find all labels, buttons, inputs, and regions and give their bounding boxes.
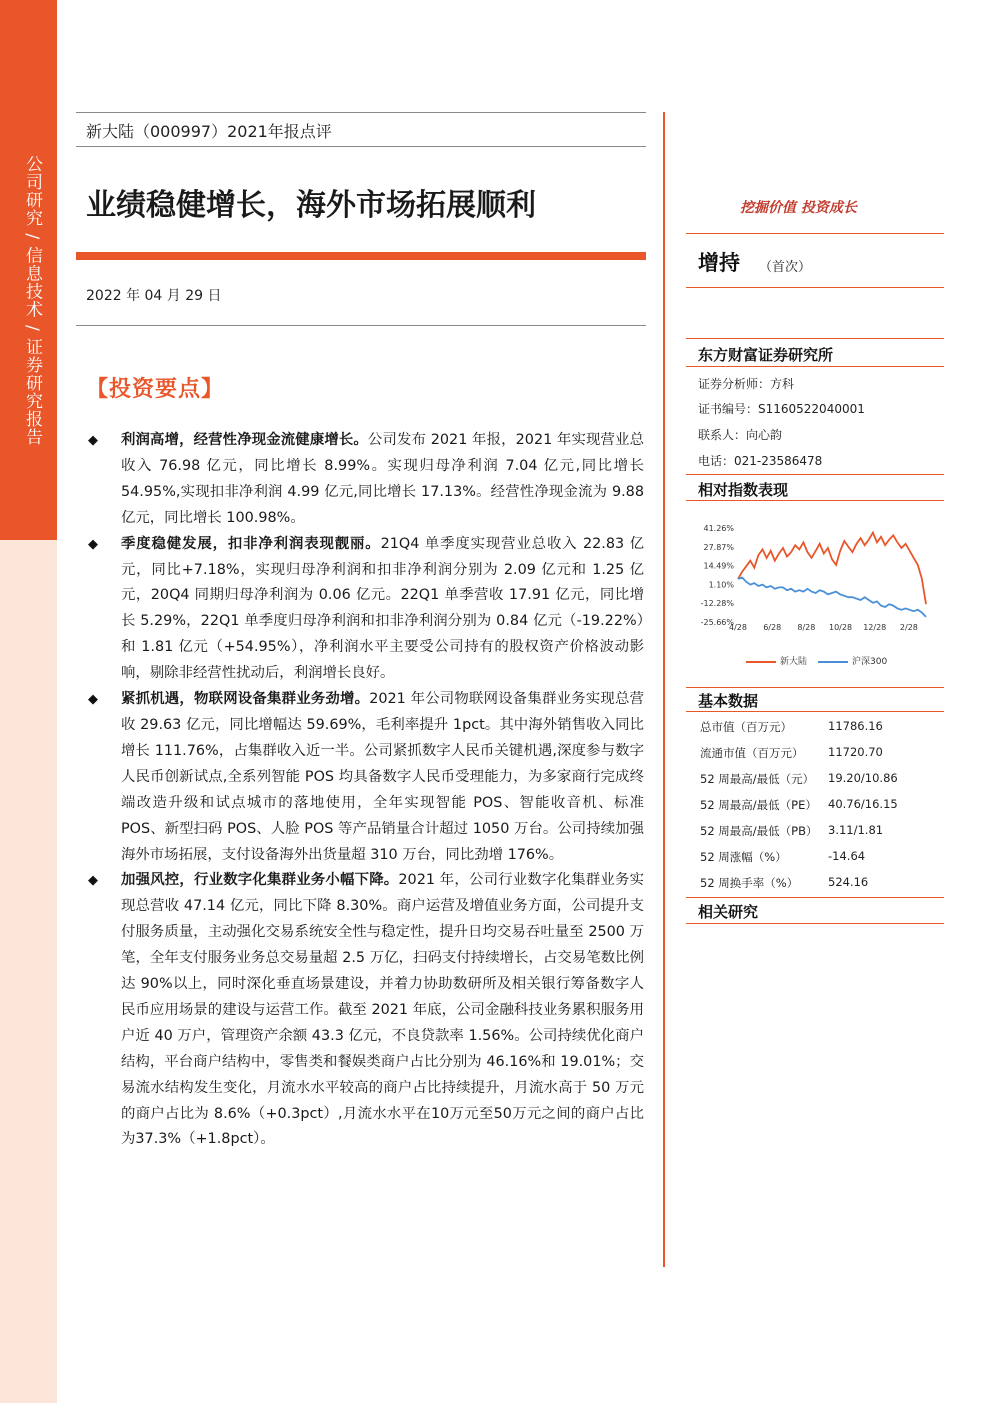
rating-top-line [686, 233, 944, 234]
index-line [686, 500, 944, 501]
bullet-text: 2021 年，公司行业数字化集群业务实现总营收 47.14 亿元，同比下降 8.30%。商户运营及增值业务方面，公司提升支付服务质量，主动强化交易系统安全性与稳定性，提升日均交易吞吐量至 2500 万笔，全年支付服务业务总交易量超 2.5 万亿，扫码支付持续增长，占交易笔数比例达 90%以上，同时深化垂直场景建设，并着力协助数研所及相关银行筹备数字人民币应用场景的建设与运营工作。截至 2021 年底，公司金融科技业务累积服务用户近 40 万户，管理资产余额 43.3 亿元，不良贷款率 1.56%。公司持续优化商户结构，平台商户结构中，零售类和餐娱类商户占比分别为 46.16%和 19.01%；交易流水结构发生变化，月流水水平较高的商户占比持续提升，月流水高于 50 万元的商户占比为 8.6%（+0.3pct）,月流水水平在10万元至50万元之间的商户占比为37.3%（+1.8pct）。 [121, 872, 644, 1148]
bullet-heading: 利润高增，经营性净现金流健康增长。 [121, 432, 368, 448]
report-date: 2022 年 04 月 29 日 [86, 288, 222, 304]
x-tick-label: 6/28 [763, 623, 782, 632]
x-tick-label: 2/28 [899, 623, 918, 632]
stat-label: 52 周换手率（%） [700, 876, 799, 890]
analyst: 证券分析师：方科 [698, 377, 795, 391]
bullet-heading: 加强风控，行业数字化集群业务小幅下降。 [121, 872, 399, 889]
basic-top-line [686, 687, 944, 688]
page-title: 业绩稳健增长，海外市场拓展顺利 [86, 188, 536, 223]
cert-number: 证书编号：S1160522040001 [698, 402, 865, 416]
stat-value: 11786.16 [828, 719, 883, 733]
index-title: 相对指数表现 [698, 481, 789, 499]
label-divider [76, 146, 646, 147]
institute-line [686, 366, 944, 367]
stat-value: 19.20/10.86 [828, 771, 898, 785]
diamond-bullet-icon: ◆ [88, 433, 98, 448]
legend-swatch [818, 661, 848, 663]
y-tick-label: -12.28% [700, 599, 734, 609]
x-tick-label: 8/28 [797, 623, 816, 632]
basic-line [686, 711, 944, 712]
rating-note: （首次） [759, 260, 812, 275]
diamond-bullet-icon: ◆ [88, 536, 98, 552]
phone: 电话：021-23586478 [698, 454, 823, 468]
x-tick-label: 10/28 [829, 623, 853, 632]
bullet-heading: 季度稳健发展，扣非净利润表现靓丽。 [121, 535, 381, 552]
stat-value: 524.16 [828, 875, 869, 889]
legend-swatch [746, 661, 776, 663]
rating-bottom-line [686, 287, 944, 288]
stat-label: 52 周最高/最低（元） [700, 772, 815, 786]
top-divider [76, 112, 646, 113]
bullet-item [86, 428, 644, 532]
stat-value: 3.11/1.81 [828, 823, 884, 837]
bullet-item [86, 868, 644, 1153]
bullet-heading: 紧抓机遇，物联网设备集群业务劲增。 [121, 691, 370, 708]
date-divider [76, 325, 646, 326]
related-title: 相关研究 [698, 903, 759, 921]
y-tick-label: 14.49% [703, 561, 734, 571]
stat-label: 52 周涨幅（%） [700, 850, 787, 864]
stat-label: 52 周最高/最低（PE） [700, 798, 817, 812]
rating: 增持 [698, 251, 740, 275]
y-tick-label: -25.66% [700, 618, 734, 627]
bullet-text: 21Q4 单季度实现营业总收入 22.83 亿元，同比+7.18%，实现归母净利润和扣非净利润分别为 2.09 亿元和 1.25 亿元，20Q4 同期归母净利润为 0.06 亿元。22Q1 单季营收 17.91 亿元，同比增长 5.29%，22Q1 单季度归母净利润和扣非净利润分别为 0.84 亿元（-19.22%）和 1.81 亿元（+54.95%），净利润水平主要受公司持有的股权资产价格波动影响，剔除非经营性扰动后，利润增长良好。 [121, 535, 644, 682]
title-underline [76, 252, 646, 260]
legend-xindalu [746, 654, 807, 667]
legend-label: 沪深300 [852, 657, 888, 667]
related-line [686, 923, 944, 924]
related-top-line [686, 897, 944, 898]
contact: 联系人：向心韵 [698, 428, 783, 442]
x-tick-label: 4/28 [729, 623, 747, 632]
legend-hs300 [818, 654, 887, 667]
sidebar [0, 0, 57, 1403]
stat-value: 11720.70 [828, 745, 883, 759]
key-points [86, 428, 644, 1153]
x-tick-label: 12/28 [863, 623, 887, 632]
series-line-hs300 [738, 578, 926, 617]
legend-label: 新大陆 [780, 657, 808, 667]
stat-value: -14.64 [828, 849, 866, 863]
stat-label: 52 周最高/最低（PB） [700, 824, 818, 838]
diamond-bullet-icon: ◆ [88, 692, 98, 708]
bullet-text: 2021 年公司物联网设备集群业务实现总营收 29.63 亿元，同比增幅达 59.69%，毛利率提升 1pct。其中海外销售收入同比增长 111.76%，占集群收入近一半。公司紧抓数字人民币关键机遇,深度参与数字人民币创新试点,全系列智能 POS 均具备数字人民币受理能力，为多家商行完成终端改造升级和试点城市的落地使用，全年实现智能 POS、智能收音机、标准 POS、新型扫码 POS、人脸 POS 等产品销量合计超过 1050 万台。公司持续加强海外市场拓展，支付设备海外出货量超 310 万台，同比劲增 176%。 [121, 691, 644, 863]
relative-index-chart [686, 510, 944, 670]
y-tick-label: 1.10% [708, 580, 734, 590]
diamond-bullet-icon: ◆ [88, 873, 98, 889]
sidebar-label: 公司研究 / 信息技术 / 证券研究报告 [22, 155, 42, 447]
institute-title: 东方财富证券研究所 [698, 346, 834, 364]
stat-label: 流通市值（百万元） [700, 746, 804, 760]
bullet-text: 公司发布 2021 年报，2021 年实现营业总收入 76.98 亿元，同比增长 8.99%。实现归母净利润 7.04 亿元,同比增长 54.95%,实现扣非净利润 4.99 亿元,同比增长 17.13%。经营性净现金流为 9.88 亿元，同比增长 100.98%。 [121, 432, 644, 526]
stat-label: 总市值（百万元） [700, 720, 792, 734]
index-top-line [686, 474, 944, 475]
report-label: 新大陆（000997）2021年报点评 [86, 122, 332, 141]
stat-value: 40.76/16.15 [828, 797, 898, 811]
column-divider [663, 112, 665, 1267]
bullet-item [86, 687, 644, 868]
institute-top-line [686, 338, 944, 339]
y-tick-label: 27.87% [703, 542, 734, 552]
section-title: 【投资要点】 [86, 377, 225, 402]
bullet-item [86, 532, 644, 687]
slogan: 挖掘价值 投资成长 [740, 200, 857, 216]
basic-title: 基本数据 [698, 692, 759, 710]
y-tick-label: 41.26% [703, 524, 734, 533]
